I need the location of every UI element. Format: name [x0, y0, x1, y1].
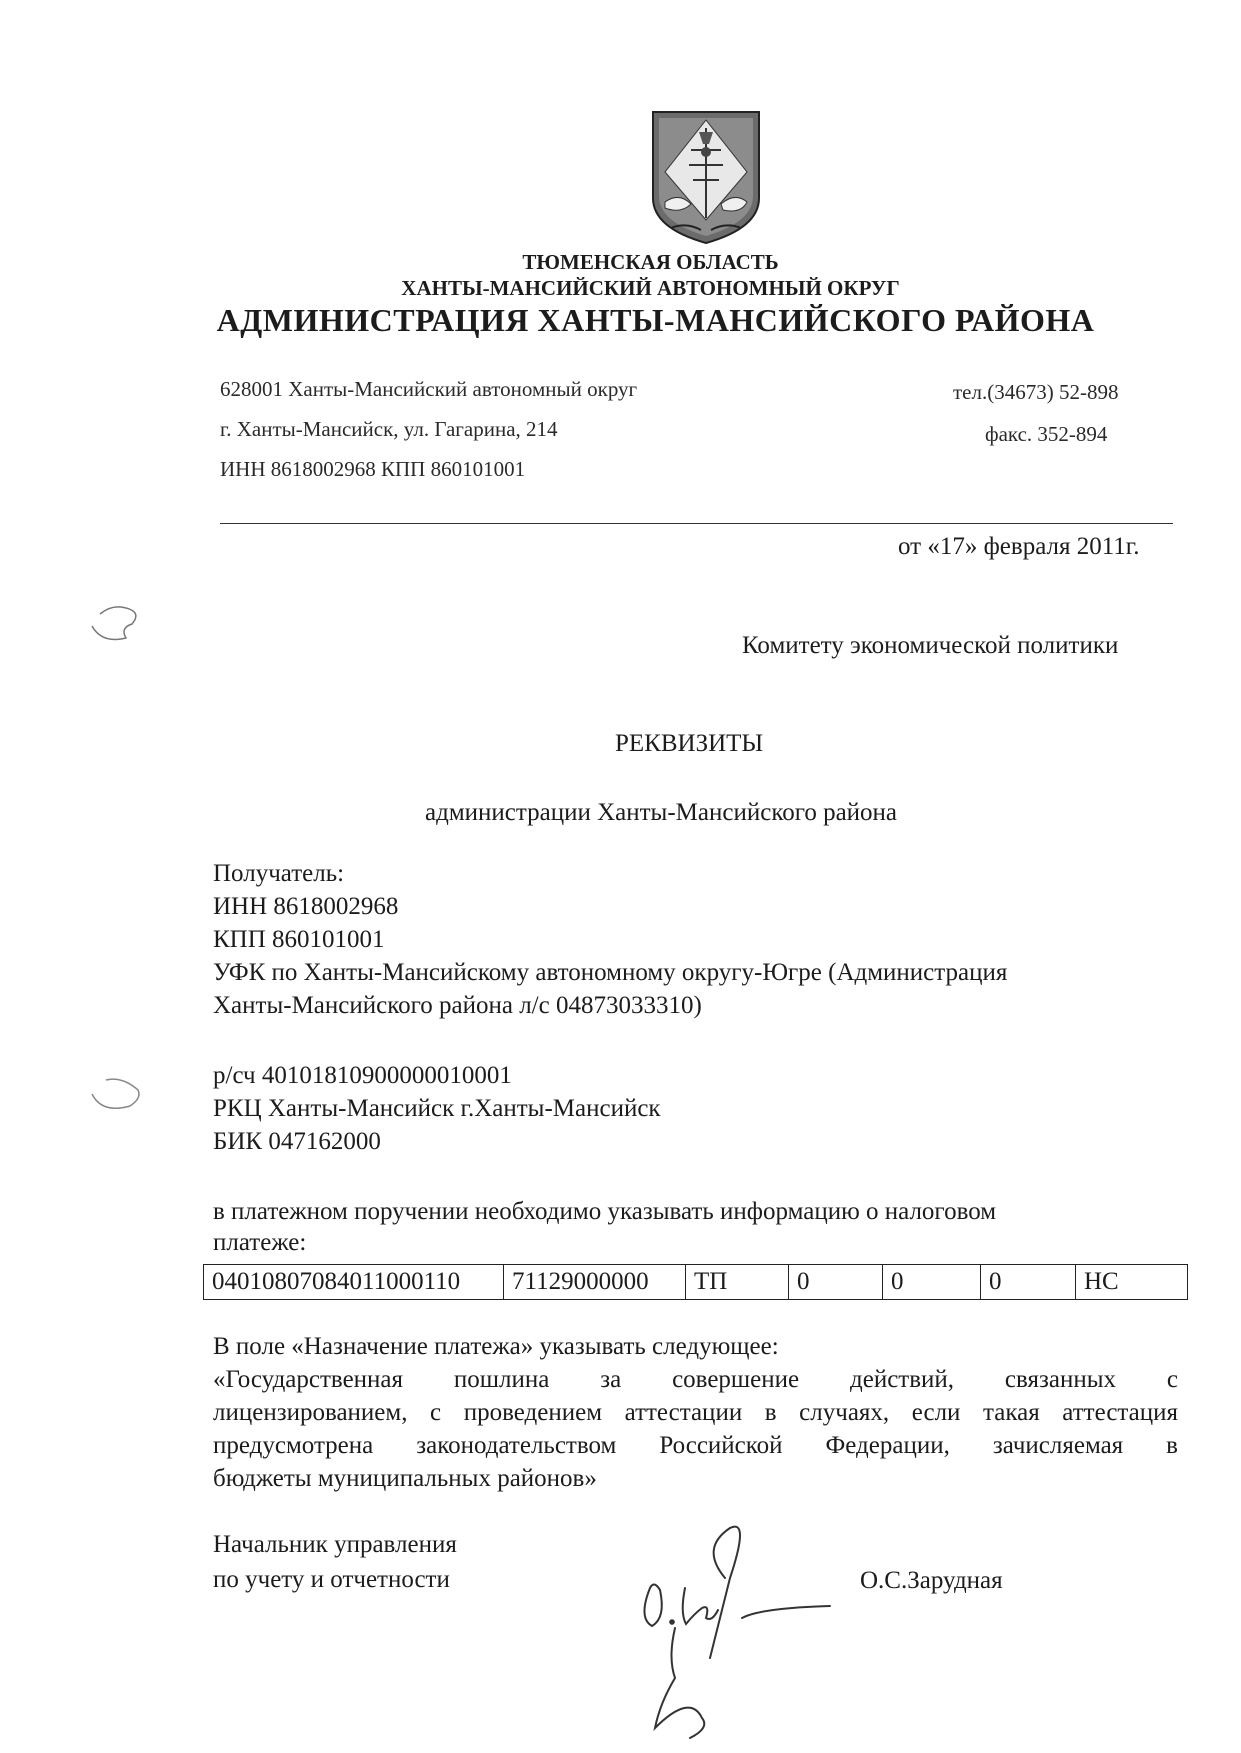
table-row — [204, 1265, 1188, 1300]
purpose-line-2: лицензированием, с проведением аттестации в случаях, если такая аттестация — [213, 1399, 1178, 1426]
scan-mark-top — [82, 598, 154, 648]
phone-number: тел.(34673) 52-898 — [953, 380, 1119, 404]
header-region: ТЮМЕНСКАЯ ОБЛАСТЬ — [522, 250, 779, 274]
header-okrug: ХАНТЫ-МАНСИЙСКИЙ АВТОНОМНЫЙ ОКРУГ — [401, 276, 900, 300]
table-cell-period: 0 — [789, 1265, 883, 1300]
bank-block — [213, 1059, 1178, 1158]
recipient-inn: ИНН 8618002968 — [213, 893, 399, 920]
table-cell-type: НС — [1076, 1265, 1188, 1300]
purpose-line-4: бюджеты муниципальных районов» — [213, 1465, 597, 1492]
address-line-3: ИНН 8618002968 КПП 860101001 — [220, 457, 526, 481]
purpose-line-1: «Государственная пошлина за совершение действий, связанных с — [213, 1366, 1178, 1393]
recipient-ufk-line-1: УФК по Ханты-Мансийскому автономному округу-Югре (Администрация — [213, 959, 1008, 986]
coat-of-arms-emblem — [651, 110, 761, 245]
signatory-name: О.С.Зарудная — [860, 1567, 1003, 1594]
addressee: Комитету экономической политики — [742, 632, 1119, 659]
table-cell-kbk: 04010807084011000110 — [204, 1265, 504, 1300]
header-divider — [220, 523, 1173, 524]
payment-details-table — [203, 1264, 1188, 1300]
payment-note — [213, 1196, 1178, 1258]
payment-purpose — [213, 1330, 1178, 1495]
signatory-position — [213, 1527, 613, 1597]
bank-bik: БИК 047162000 — [213, 1128, 381, 1155]
document-title: РЕКВИЗИТЫ — [615, 730, 764, 757]
fax-number: факс. 352-894 — [985, 422, 1108, 446]
table-cell-basis: ТП — [686, 1265, 789, 1300]
payment-note-line-1: в платежном поручении необходимо указывать информацию о налоговом — [213, 1198, 997, 1225]
purpose-intro: В поле «Назначение платежа» указывать следующее: — [213, 1333, 779, 1360]
table-cell-okato: 71129000000 — [504, 1265, 686, 1300]
document-date: от «17» февраля 2011г. — [898, 533, 1140, 560]
scan-mark-bottom — [82, 1070, 154, 1120]
bank-account: р/сч 40101810900000010001 — [213, 1062, 512, 1089]
header-organization: АДМИНИСТРАЦИЯ ХАНТЫ-МАНСИЙСКОГО РАЙОНА — [216, 302, 1095, 338]
address-line-1: 628001 Ханты-Мансийский автономный округ — [220, 377, 638, 401]
recipient-ufk-line-2: Ханты-Мансийского района л/с 04873033310) — [213, 992, 702, 1019]
recipient-label: Получатель: — [213, 860, 345, 887]
document-subtitle: администрации Ханты-Мансийского района — [425, 799, 898, 826]
payment-note-line-2: платеже: — [213, 1229, 307, 1256]
address-line-2: г. Ханты-Мансийск, ул. Гагарина, 214 — [220, 417, 558, 441]
handwritten-signature — [630, 1518, 845, 1743]
recipient-block — [213, 857, 1178, 1022]
position-line-2: по учету и отчетности — [213, 1566, 450, 1593]
position-line-1: Начальник управления — [213, 1531, 457, 1558]
bank-rkc: РКЦ Ханты-Мансийск г.Ханты-Мансийск — [213, 1095, 661, 1122]
recipient-kpp: КПП 860101001 — [213, 926, 385, 953]
purpose-line-3: предусмотрена законодательством Российской Федерации, зачисляемая в — [213, 1432, 1178, 1459]
table-cell-doc-date: 0 — [981, 1265, 1076, 1300]
table-cell-doc-number: 0 — [883, 1265, 981, 1300]
